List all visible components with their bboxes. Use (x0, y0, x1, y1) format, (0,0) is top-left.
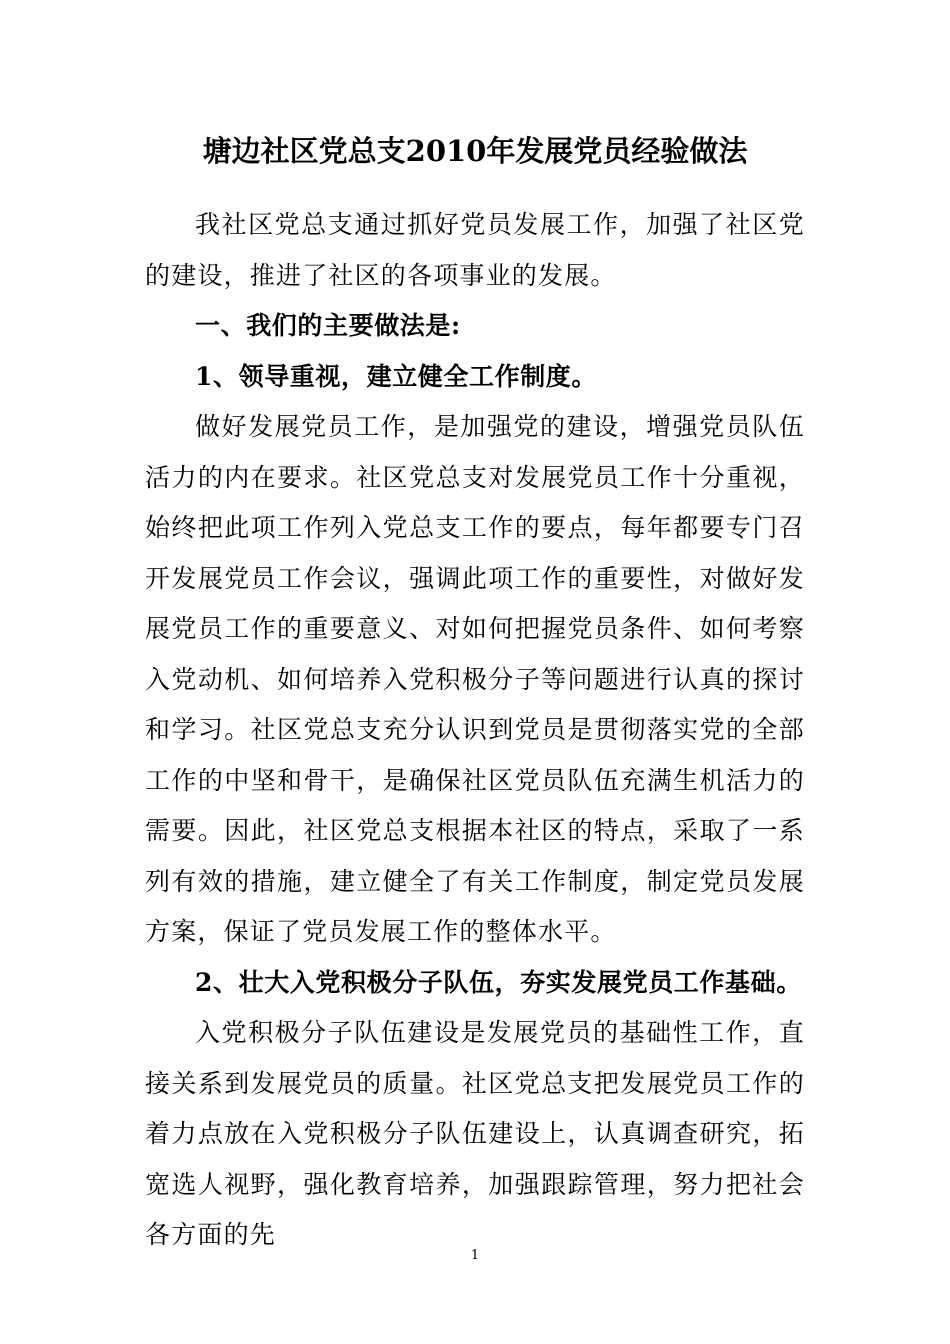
body-paragraph-2: 入党积极分子队伍建设是发展党员的基础性工作，直接关系到发展党员的质量。社区党总支把发展党员工作的着力点放在入党积极分子队伍建设上，认真调查研究，拓宽选人视野，强化教育培养，加强跟踪管理，努力把社会各方面的先 (145, 1018, 805, 1249)
page-number: 1 (470, 1248, 480, 1263)
section-heading-main-practices: 一、我们的主要做法是: (195, 311, 461, 340)
intro-paragraph: 我社区党总支通过抓好党员发展工作，加强了社区党的建设，推进了社区的各项事业的发展。 (145, 210, 805, 290)
subsection-heading-2: 2、壮大入党积极分子队伍，夯实发展党员工作基础。 (195, 967, 802, 997)
body-paragraph-1: 做好发展党员工作，是加强党的建设，增强党员队伍活力的内在要求。社区党总支对发展党员工作十分重视，始终把此项工作列入党总支工作的要点，每年都要专门召开发展党员工作会议，强调此项工作的重要性，对做好发展党员工作的重要意义、对如何把握党员条件、如何考察入党动机、如何培养入党积极分子等问题进行认真的探讨和学习。社区党总支充分认识到党员是贯彻落实党的全部工作的中坚和骨干，是确保社区党员队伍充满生机活力的需要。因此，社区党总支根据本社区的特点，采取了一系列有效的措施，建立健全了有关工作制度，制定党员发展方案，保证了党员发展工作的整体水平。 (145, 412, 805, 946)
document-title: 塘边社区党总支2010年发展党员经验做法 (202, 134, 748, 168)
subsection-heading-1: 1、领导重视，建立健全工作制度。 (195, 361, 597, 391)
document-body (145, 200, 805, 1261)
